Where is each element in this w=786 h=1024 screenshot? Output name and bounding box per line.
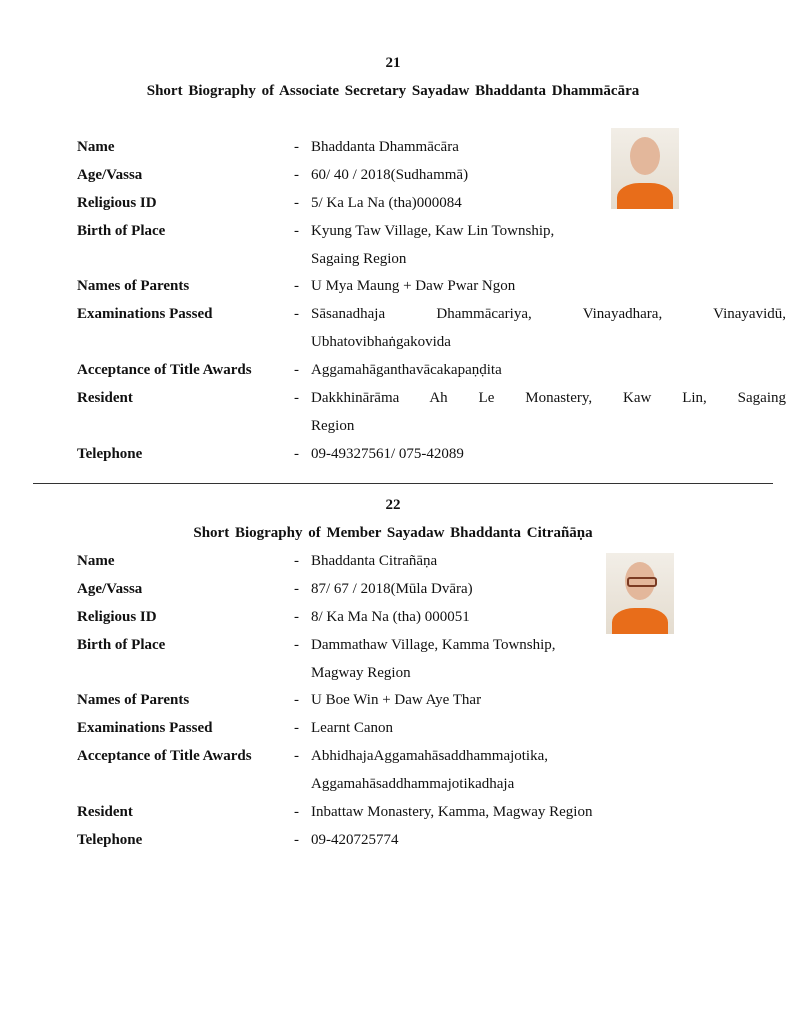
field-value: 87/ 67 / 2018(Mūla Dvāra) — [311, 581, 473, 597]
separator-dash: - — [294, 223, 299, 239]
separator-dash: - — [294, 581, 299, 597]
separator-dash: - — [294, 804, 299, 820]
field-label: Religious ID — [77, 609, 157, 625]
field-value-continued: Ubhatovibhaṅgakovida — [311, 334, 451, 350]
field-value: Dammathaw Village, Kamma Township, — [311, 637, 556, 653]
separator-dash: - — [294, 553, 299, 569]
field-value: U Mya Maung + Daw Pwar Ngon — [311, 278, 516, 294]
field-label: Telephone — [77, 832, 143, 848]
field-value: 8/ Ka Ma Na (tha) 000051 — [311, 609, 470, 625]
field-value: Bhaddanta Citrañāṇa — [311, 553, 438, 569]
field-label: Names of Parents — [77, 692, 190, 708]
field-value-continued: Region — [311, 418, 355, 434]
field-value: 60/ 40 / 2018(Sudhammā) — [311, 167, 469, 183]
field-value-continued: Sagaing Region — [311, 251, 407, 267]
field-value: Kyung Taw Village, Kaw Lin Township, — [311, 223, 555, 239]
field-label: Age/Vassa — [77, 167, 143, 183]
field-value: AbhidhajaAggamahāsaddhammajotika, — [311, 748, 549, 764]
section-number: 22 — [385, 497, 401, 513]
field-label: Acceptance of Title Awards — [77, 748, 252, 764]
separator-dash: - — [294, 362, 299, 378]
field-value: Aggamahāganthavācakapaṇḍita — [311, 362, 502, 378]
field-label: Examinations Passed — [77, 306, 213, 322]
field-label: Resident — [77, 390, 133, 406]
field-label: Name — [77, 139, 115, 155]
field-value: Bhaddanta Dhammācāra — [311, 139, 459, 155]
separator-dash: - — [294, 748, 299, 764]
separator-dash: - — [294, 278, 299, 294]
separator-dash: - — [294, 832, 299, 848]
field-value: 09-49327561/ 075-42089 — [311, 446, 464, 462]
field-value-continued: Aggamahāsaddhammajotikadhaja — [311, 776, 515, 792]
field-value: Inbattaw Monastery, Kamma, Magway Region — [311, 804, 593, 820]
separator-dash: - — [294, 692, 299, 708]
separator-dash: - — [294, 167, 299, 183]
separator-dash: - — [294, 195, 299, 211]
field-label: Names of Parents — [77, 278, 190, 294]
field-label: Name — [77, 553, 115, 569]
section-heading: Short Biography of Associate Secretary Sayadaw Bhaddanta Dhammācāra — [146, 83, 640, 99]
field-label: Age/Vassa — [77, 581, 143, 597]
field-label: Religious ID — [77, 195, 157, 211]
separator-dash: - — [294, 637, 299, 653]
separator-dash: - — [294, 306, 299, 322]
field-label: Telephone — [77, 446, 143, 462]
field-value-continued: Magway Region — [311, 665, 411, 681]
separator-dash: - — [294, 390, 299, 406]
section-number: 21 — [385, 55, 401, 71]
field-label: Acceptance of Title Awards — [77, 362, 252, 378]
field-value: 09-420725774 — [311, 832, 399, 848]
field-value: U Boe Win + Daw Aye Thar — [311, 692, 482, 708]
separator-dash: - — [294, 139, 299, 155]
section-divider — [33, 483, 773, 484]
separator-dash: - — [294, 609, 299, 625]
field-value: 5/ Ka La Na (tha)000084 — [311, 195, 462, 211]
field-label: Resident — [77, 804, 133, 820]
field-label: Birth of Place — [77, 637, 166, 653]
field-label: Birth of Place — [77, 223, 166, 239]
separator-dash: - — [294, 720, 299, 736]
field-label: Examinations Passed — [77, 720, 213, 736]
section-heading: Short Biography of Member Sayadaw Bhaddanta Citrañāṇa — [193, 525, 593, 541]
field-value: Dakkhinārāma Ah Le Monastery, Kaw Lin, Sagaing — [311, 390, 786, 406]
field-value: Learnt Canon — [311, 720, 394, 736]
separator-dash: - — [294, 446, 299, 462]
field-value: Sāsanadhaja Dhammācariya, Vinayadhara, Vinayavidū, — [311, 306, 786, 322]
